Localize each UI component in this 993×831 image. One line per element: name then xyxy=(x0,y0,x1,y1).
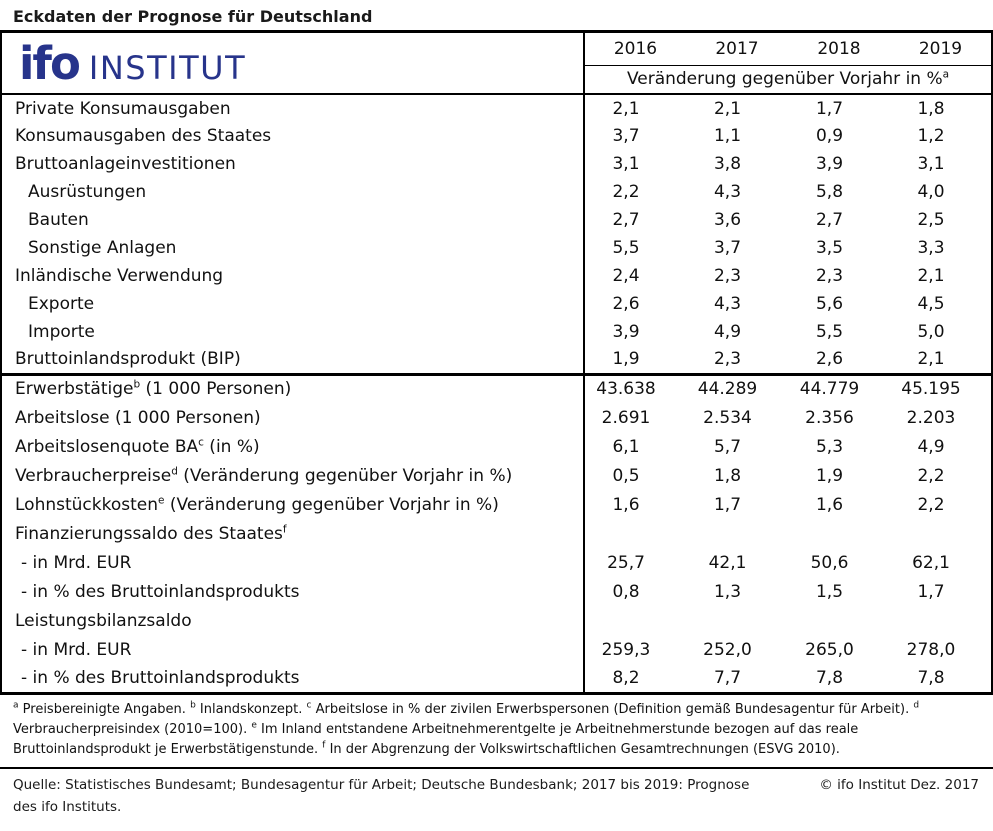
cell-value: 43.638 xyxy=(584,374,686,403)
column-header-2019: 2019 xyxy=(890,33,992,65)
table-row xyxy=(1,664,992,693)
table-row xyxy=(1,403,992,432)
column-header-2018: 2018 xyxy=(788,33,890,65)
ifo-logo-mark: ifo xyxy=(19,36,79,90)
cell-value: 2,2 xyxy=(917,465,945,486)
table-row xyxy=(1,490,992,519)
row-label: Erwerbstätige$^b$ (1 000 Personen) xyxy=(1,374,584,403)
table-row xyxy=(1,234,992,262)
row-label: Bruttoanlageinvestitionen xyxy=(15,154,236,174)
cell-value: 4,0 xyxy=(917,182,945,202)
cell-value: 4,9 xyxy=(917,436,945,457)
table-row xyxy=(1,122,992,150)
table-row xyxy=(1,606,992,635)
cell-value: 25,7 xyxy=(584,548,686,577)
cell-value: 2,4 xyxy=(584,262,686,290)
row-label: Ausrüstungen xyxy=(28,182,147,202)
source-text xyxy=(13,774,749,818)
row-label: Finanzierungssaldo des Staates$^f$ xyxy=(15,522,287,544)
cell-value: 7,7 xyxy=(713,667,742,688)
footnote-marker: e xyxy=(158,493,165,506)
row-label: Arbeitslosenquote $BA^c$ (in %) xyxy=(15,435,260,457)
cell-value: 5,8 xyxy=(815,182,844,202)
cell-value: 3,8 xyxy=(713,154,742,174)
cell-value: 8,2 xyxy=(584,664,686,693)
table-row xyxy=(1,519,992,548)
cell-value: 2,1 xyxy=(713,98,742,119)
row-label: Sonstige Anlagen xyxy=(28,238,177,258)
table-row xyxy=(1,94,992,122)
footnote-marker: d xyxy=(171,464,178,477)
cell-value: 265,0 xyxy=(805,639,854,660)
cell-value: 278,0 xyxy=(906,639,956,660)
cell-value: 0,8 xyxy=(584,577,686,606)
logo-cell xyxy=(1,33,584,94)
footnote-marker: b xyxy=(190,700,196,711)
section-levels-and-other xyxy=(1,374,992,693)
row-label: - in Mrd. EUR xyxy=(21,639,132,660)
row-label: Leistungsbilanzsaldo xyxy=(15,610,192,631)
table-row xyxy=(1,577,992,606)
ifo-institut-logo xyxy=(19,36,582,90)
row-label: Bruttoinlandsprodukt (BIP) xyxy=(15,349,241,370)
subheader-footnote-marker: a xyxy=(942,68,950,81)
table-row xyxy=(1,346,992,374)
cell-value: 5,0 xyxy=(917,322,945,342)
cell-value: 252,0 xyxy=(703,639,752,660)
cell-value: 7,8 xyxy=(917,667,945,688)
source-line-1: Quelle: Statistisches Bundesamt; Bundesagentur für Arbeit; Deutsche Bundesbank; 2017 bis 2019: Prognose xyxy=(13,776,750,793)
cell-value: 44.779 xyxy=(788,374,890,403)
table-row xyxy=(1,374,992,403)
cell-value: 2,1 xyxy=(917,349,945,370)
cell-value: 1,9 xyxy=(584,346,686,374)
footnote-marker: f xyxy=(282,522,287,535)
cell-value: 1,7 xyxy=(713,494,742,515)
cell-value: 2.356 xyxy=(805,407,854,428)
cell-value: 2,6 xyxy=(584,290,686,318)
forecast-table xyxy=(0,33,993,695)
cell-value: 4,5 xyxy=(917,294,945,314)
footnote-marker: c xyxy=(198,435,204,448)
cell-value: 2,3 xyxy=(713,266,742,286)
cell-value: 42,1 xyxy=(708,552,747,573)
cell-value: 5,6 xyxy=(815,294,844,314)
cell-value: 6,1 xyxy=(584,432,686,461)
cell-value: 1,3 xyxy=(713,581,742,602)
source-line-2: des ifo Instituts. xyxy=(13,798,122,815)
cell-value: 0,5 xyxy=(584,461,686,490)
cell-value: 2,2 xyxy=(917,494,945,515)
institut-wordmark: INSTITUT xyxy=(88,48,247,87)
cell-value: 2,1 xyxy=(584,94,686,122)
row-label: Private Konsumausgaben xyxy=(15,98,231,119)
subheader-text: Veränderung gegenüber Vorjahr in % xyxy=(626,69,943,90)
cell-value: 2.203 xyxy=(906,407,956,428)
cell-value: 2.691 xyxy=(584,403,686,432)
cell-value: 2,6 xyxy=(815,349,844,370)
cell-value: 2,3 xyxy=(815,266,844,286)
cell-value: 4,3 xyxy=(713,182,742,202)
cell-value: 1,7 xyxy=(815,98,844,119)
page-title: Eckdaten der Prognose für Deutschland xyxy=(0,0,993,33)
row-label: - in % des Bruttoinlandsprodukts xyxy=(21,581,300,602)
cell-value: 3,1 xyxy=(584,150,686,178)
cell-value xyxy=(788,606,890,635)
row-label: Konsumausgaben des Staates xyxy=(15,126,272,146)
cell-value: 2,3 xyxy=(713,349,742,370)
column-header-2017: 2017 xyxy=(686,33,788,65)
cell-value: 1,6 xyxy=(584,490,686,519)
table-row xyxy=(1,548,992,577)
cell-value: 5,3 xyxy=(815,436,844,457)
cell-value: 3,1 xyxy=(917,154,945,174)
cell-value xyxy=(788,519,890,548)
cell-value: 0,9 xyxy=(815,126,844,146)
table-row xyxy=(1,635,992,664)
section-percent-changes xyxy=(1,94,992,374)
cell-value: 62,1 xyxy=(912,552,950,573)
cell-value: 50,6 xyxy=(810,552,849,573)
cell-value: 1,1 xyxy=(713,126,742,146)
cell-value xyxy=(584,606,686,635)
cell-value: 5,7 xyxy=(713,436,742,457)
table-row xyxy=(1,318,992,346)
year-header-row xyxy=(1,33,992,65)
row-label: Exporte xyxy=(28,294,95,314)
footnote-marker: d xyxy=(913,700,920,711)
row-label: - in % des Bruttoinlandsprodukts xyxy=(21,667,300,688)
cell-value xyxy=(686,606,788,635)
source-row xyxy=(0,769,993,818)
cell-value: 5,5 xyxy=(584,234,686,262)
cell-value: 2,7 xyxy=(815,210,844,230)
table-row xyxy=(1,262,992,290)
cell-value: 2,5 xyxy=(917,210,945,230)
row-label: Lohnstückkosten$^e$ (Veränderung gegenüber Vorjahr in %) xyxy=(15,493,499,515)
cell-value xyxy=(890,519,992,548)
cell-value: 3,7 xyxy=(584,122,686,150)
cell-value: 3,5 xyxy=(815,238,844,258)
cell-value: 3,3 xyxy=(917,238,945,258)
cell-value xyxy=(686,519,788,548)
cell-value: 4,3 xyxy=(713,294,742,314)
footnote-marker: a xyxy=(13,700,19,711)
cell-value: 7,8 xyxy=(815,667,844,688)
footnote-marker: f xyxy=(322,740,326,751)
cell-value: 3,6 xyxy=(713,210,742,230)
footnotes: $^a$ Preisbereinigte Angaben. $^b$ Inlandskonzept. $^c$ Arbeitslose in % der zivilen Erwerbspersonen (Definition gemäß Bundesagentur für Arbeit). $^d$ Verbraucherpreisindex (2010=100). $^e$ Im Inland entstandene Arbeitnehmerentgelte je Arbeitnehmerstunde bezogen auf das reale Bruttoinlandsprodukt je Erwerbstätigenstunde. $^f$ In der Abgrenzung der Volkswirtschaftlichen Gesamtrechnungen (ESVG 2010). xyxy=(0,695,993,769)
footnote-marker: b xyxy=(133,378,141,391)
cell-value: 1,7 xyxy=(917,581,945,602)
cell-value: 1,8 xyxy=(917,98,945,119)
row-label: Arbeitslose (1 000 Personen) xyxy=(15,407,261,428)
cell-value: 1,2 xyxy=(917,126,945,146)
cell-value xyxy=(890,606,992,635)
table-row xyxy=(1,432,992,461)
cell-value: 2,1 xyxy=(917,266,945,286)
cell-value: 5,5 xyxy=(815,322,844,342)
cell-value: 2,7 xyxy=(584,206,686,234)
row-label: Bauten xyxy=(28,210,89,230)
cell-value: 1,6 xyxy=(815,494,844,515)
table-row xyxy=(1,461,992,490)
footnote-marker: e xyxy=(251,720,257,731)
row-label: Importe xyxy=(28,322,95,342)
cell-value: 1,8 xyxy=(713,465,742,486)
cell-value: 1,5 xyxy=(815,581,844,602)
table-row xyxy=(1,206,992,234)
table-row xyxy=(1,290,992,318)
cell-value: 44.289 xyxy=(686,374,788,403)
cell-value: 259,3 xyxy=(584,635,686,664)
row-label: Verbraucherpreise$^d$ (Veränderung gegenüber Vorjahr in %) xyxy=(15,464,513,486)
row-label: - in Mrd. EUR xyxy=(21,552,132,573)
column-header-2016: 2016 xyxy=(584,33,686,65)
row-label: Inländische Verwendung xyxy=(15,266,224,286)
footnote-marker: c xyxy=(306,700,312,711)
cell-value: 3,7 xyxy=(713,238,742,258)
cell-value: 45.195 xyxy=(890,374,992,403)
cell-value: 3,9 xyxy=(815,154,844,174)
cell-value: 4,9 xyxy=(713,322,742,342)
cell-value: 2,2 xyxy=(584,178,686,206)
cell-value: 3,9 xyxy=(584,318,686,346)
table-row xyxy=(1,178,992,206)
copyright: © ifo Institut Dez. 2017 xyxy=(819,776,979,793)
cell-value xyxy=(584,519,686,548)
cell-value: 2.534 xyxy=(703,407,752,428)
subheader-cell xyxy=(584,65,992,94)
cell-value: 1,9 xyxy=(815,465,844,486)
table-row xyxy=(1,150,992,178)
